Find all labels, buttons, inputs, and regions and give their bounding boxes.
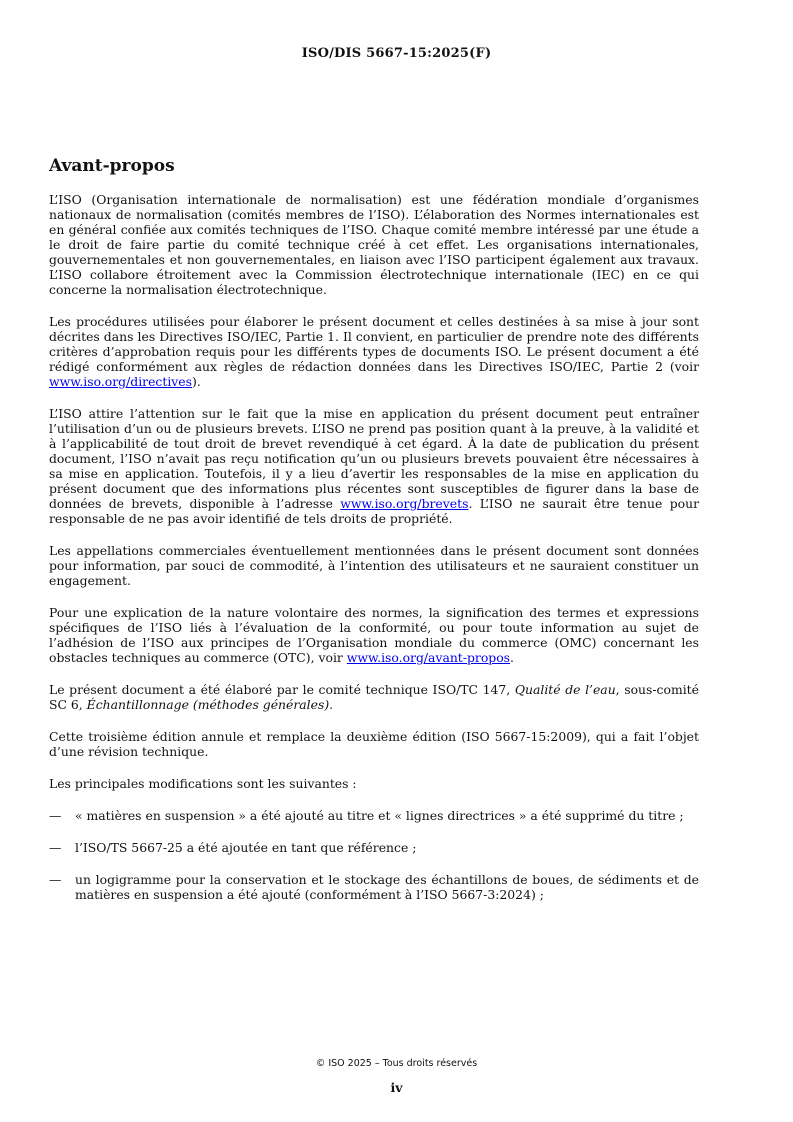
link-directives[interactable]: www.iso.org/directives: [49, 374, 192, 389]
copyright-footer: © ISO 2025 – Tous droits réservés: [315, 1058, 478, 1069]
page-number: iv: [390, 1080, 403, 1095]
list-item: [49, 872, 699, 902]
list-item: [49, 808, 699, 823]
text-fragment: , sous-comité SC 6,: [49, 682, 699, 712]
text-fragment: Les procédures utilisées pour élaborer le présent document et celles destinées à sa mise à jour sont décrites dans les Directives ISO/IEC, Partie 1. Il convient, en particulier de prendre note des différents critères d’approbation requis pour les différents types de documents ISO. Le présent document a été rédigé conformément aux règles de rédaction données dans les Directives ISO/IEC, Partie 2 (voir: [49, 314, 699, 374]
changes-list: [49, 808, 699, 902]
text-fragment: . L’ISO ne saurait être tenue pour responsable de ne pas avoir identifié de tels droits de propriété.: [49, 496, 699, 526]
list-dash: —: [49, 872, 62, 887]
list-dash: —: [49, 808, 62, 823]
text-fragment: L’ISO attire l’attention sur le fait que la mise en application du présent document peut entraîner l’utilisation d’un ou de plusieurs brevets. L’ISO ne prend pas position quant à la preuve, à la validité et à l’applicabilité de tout droit de brevet revendiqué à cet égard. À la date de publication du présent document, l’ISO n’avait pas reçu notification qu’un ou plusieurs brevets pouvaient être nécessaires à sa mise en application. Toutefois, il y a lieu d’avertir les responsables de la mise en application du présent document que des informations plus récentes sont susceptibles de figurer dans la base de données de brevets, disponible à l’adresse: [49, 406, 699, 511]
section-title: Avant-propos: [49, 156, 175, 176]
list-item-text: un logigramme pour la conservation et le stockage des échantillons de boues, de sédiments et de matières en suspension a été ajouté (conformément à l’ISO 5667-3:2024) ;: [75, 872, 699, 902]
list-item-text: l’ISO/TS 5667-25 a été ajoutée en tant que référence ;: [75, 840, 417, 855]
paragraph-voluntary-nature: [49, 605, 699, 665]
paragraph-edition: Cette troisième édition annule et remplace la deuxième édition (ISO 5667-15:2009), qui a fait l’objet d’une révision technique.: [49, 729, 699, 759]
link-brevets[interactable]: www.iso.org/brevets: [340, 496, 469, 511]
paragraph-procedures: [49, 314, 699, 389]
text-fragment: Le présent document a été élaboré par le comité technique ISO/TC 147,: [49, 682, 515, 697]
list-item: [49, 840, 699, 855]
paragraph-trade-names: Les appellations commerciales éventuellement mentionnées dans le présent document sont données pour information, par souci de commodité, à l’intention des utilisateurs et ne sauraient constituer un engagement.: [49, 543, 699, 588]
subcommittee-title: Échantillonnage (méthodes générales): [86, 697, 330, 712]
document-header: ISO/DIS 5667-15:2025(F): [301, 46, 492, 61]
text-fragment: .: [329, 697, 334, 712]
list-dash: —: [49, 840, 62, 855]
paragraph-changes-intro: Les principales modifications sont les suivantes :: [49, 776, 357, 791]
text-fragment: ).: [192, 374, 201, 389]
paragraph-iso-intro: L’ISO (Organisation internationale de normalisation) est une fédération mondiale d’organismes nationaux de normalisation (comités membres de l’ISO). L’élaboration des Normes internationales est en général confiée aux comités techniques de l’ISO. Chaque comité membre intéressé par une étude a le droit de faire partie du comité technique créé à cet effet. Les organisations internationales, gouvernementales et non gouvernementales, en liaison avec l’ISO participent également aux travaux. L’ISO collabore étroitement avec la Commission électrotechnique internationale (IEC) en ce qui concerne la normalisation électrotechnique.: [49, 192, 699, 297]
paragraph-patents: [49, 406, 699, 526]
paragraph-committee: [49, 682, 699, 712]
text-fragment: .: [510, 650, 514, 665]
list-item-text: « matières en suspension » a été ajouté au titre et « lignes directrices » a été supprimé du titre ;: [75, 808, 684, 823]
committee-title: Qualité de l’eau: [514, 682, 616, 697]
text-fragment: Pour une explication de la nature volontaire des normes, la signification des termes et expressions spécifiques de l’ISO liés à l’évaluation de la conformité, ou pour toute information au sujet de l’adhésion de l’ISO aux principes de l’Organisation mondiale du commerce (OMC) concernant les obstacles techniques au commerce (OTC), voir: [49, 605, 699, 665]
link-avant-propos[interactable]: www.iso.org/avant-propos: [346, 650, 511, 665]
document-body: [49, 156, 699, 919]
